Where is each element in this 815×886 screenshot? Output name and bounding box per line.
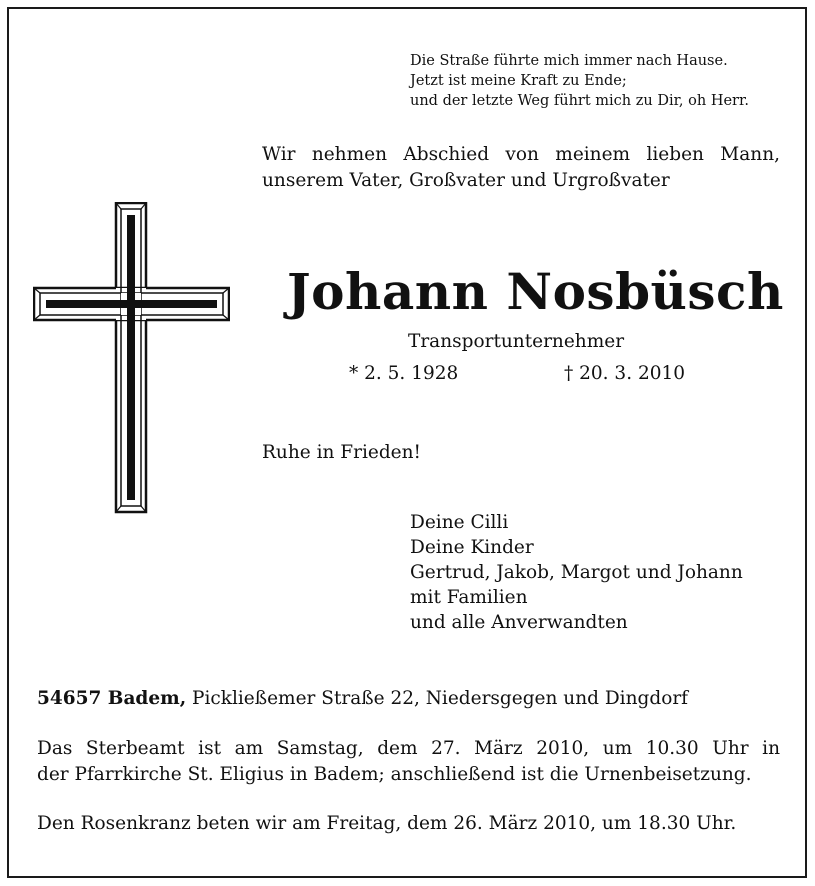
birth-date: * 2. 5. 1928 bbox=[349, 363, 459, 384]
motto-line: Die Straße führte mich immer nach Hause. bbox=[410, 53, 728, 69]
address-place: 54657 Badem, bbox=[37, 688, 187, 709]
mourner-line: Deine Cilli bbox=[410, 512, 509, 533]
motto-line: Jetzt ist meine Kraft zu Ende; bbox=[410, 73, 627, 89]
service-line: Das Sterbeamt ist am Samstag, dem 27. März 2010, um 10.30 Uhr in bbox=[37, 738, 780, 759]
christian-cross-icon bbox=[33, 202, 230, 514]
intro-text bbox=[262, 142, 780, 194]
address-details: Pickließemer Straße 22, Niedersgegen und Dingdorf bbox=[186, 688, 689, 709]
motto-line: und der letzte Weg führt mich zu Dir, oh Herr. bbox=[410, 93, 749, 109]
mourner-line: und alle Anverwandten bbox=[410, 612, 628, 633]
mourner-line: mit Familien bbox=[410, 587, 528, 608]
deceased-name: Johann Nosbüsch bbox=[287, 262, 784, 321]
intro-line: Wir nehmen Abschied von meinem lieben Mann, bbox=[262, 144, 780, 165]
intro-line: unserem Vater, Großvater und Urgroßvater bbox=[262, 170, 670, 191]
deceased-occupation: Transportunternehmer bbox=[408, 331, 625, 352]
mourner-line: Deine Kinder bbox=[410, 537, 534, 558]
rosary-text: Den Rosenkranz beten wir am Freitag, dem 26. März 2010, um 18.30 Uhr. bbox=[37, 813, 737, 834]
rest-in-peace: Ruhe in Frieden! bbox=[262, 442, 421, 463]
mourner-line: Gertrud, Jakob, Margot und Johann bbox=[410, 562, 743, 583]
funeral-service-text bbox=[37, 736, 780, 788]
motto-verse bbox=[410, 51, 749, 111]
mourners-list bbox=[410, 510, 743, 635]
service-line: der Pfarrkirche St. Eligius in Badem; anschließend ist die Urnenbeisetzung. bbox=[37, 764, 752, 785]
death-date: † 20. 3. 2010 bbox=[564, 363, 686, 384]
address bbox=[37, 688, 688, 709]
